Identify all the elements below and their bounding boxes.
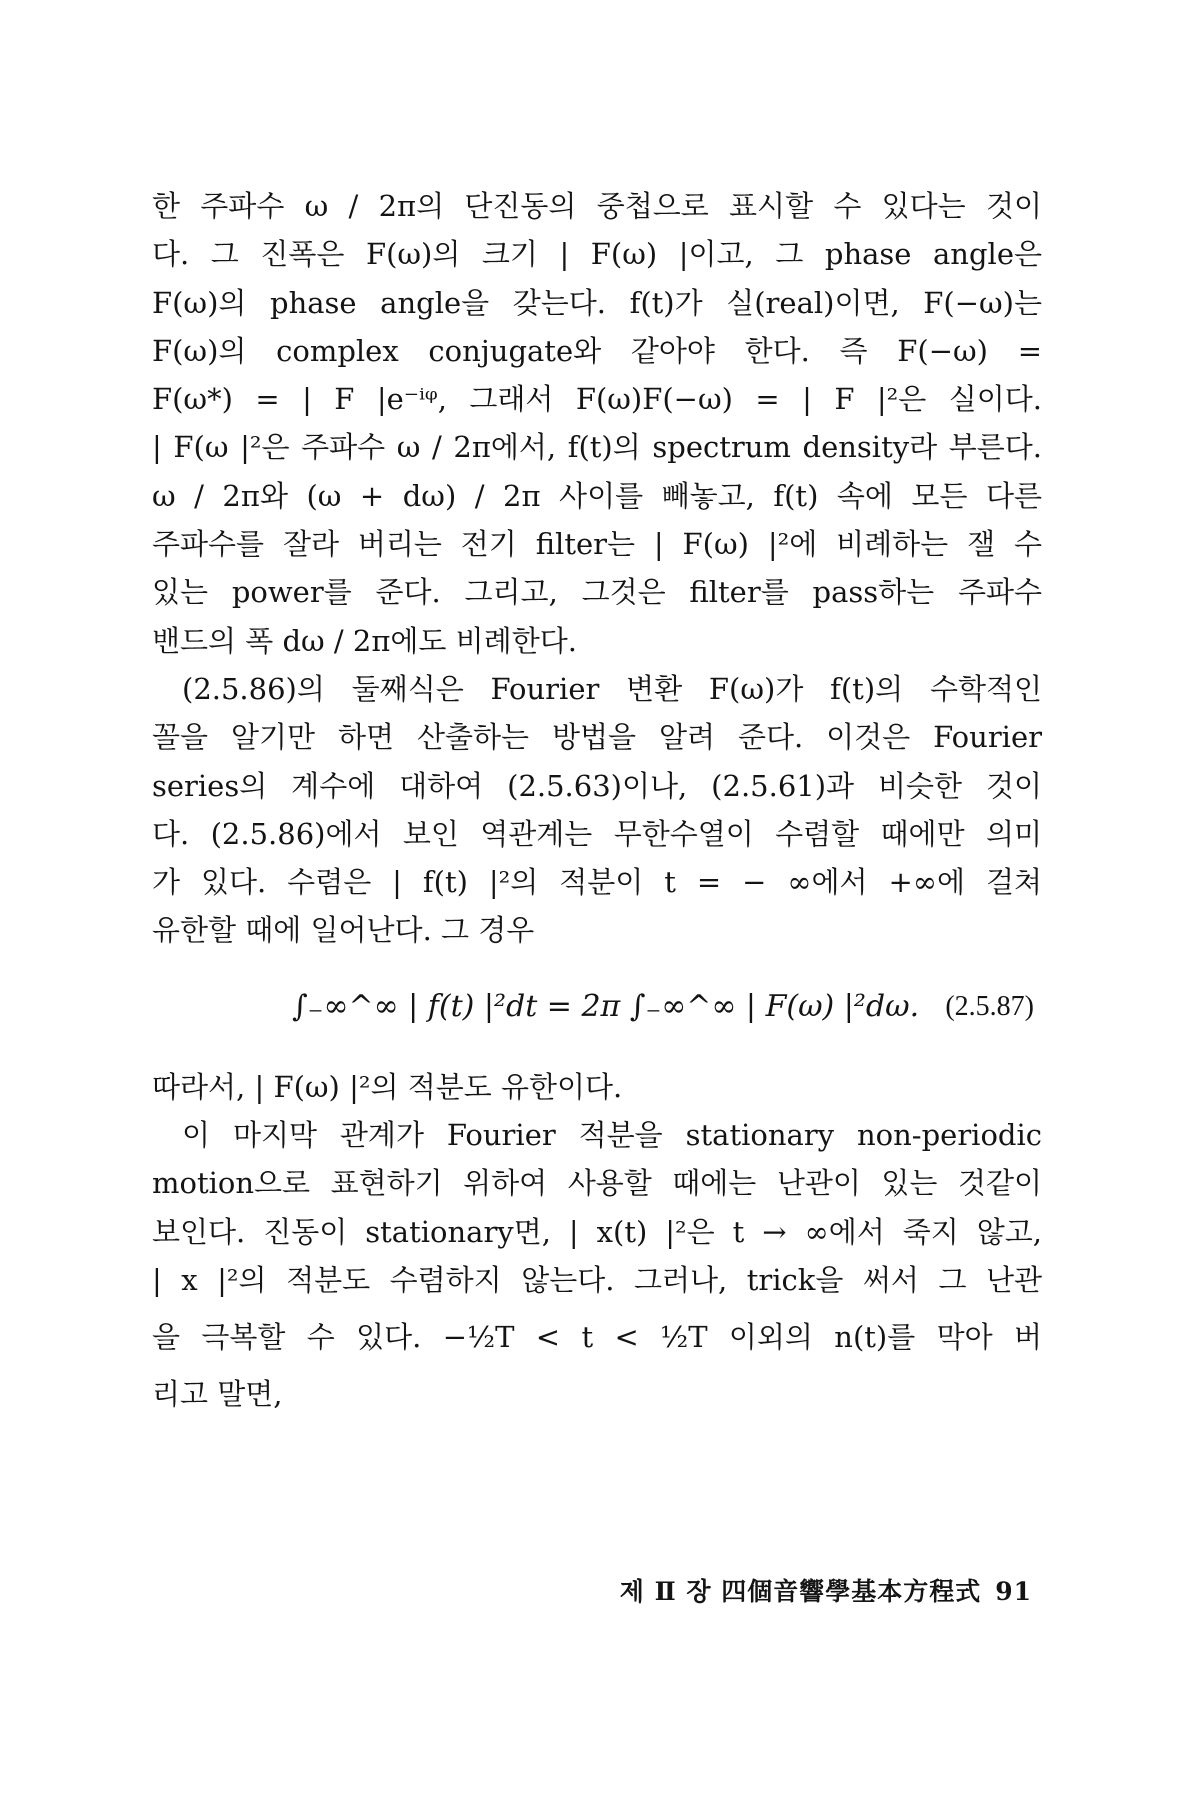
page-footer	[612, 1572, 1032, 1608]
text-line: 가 있다. 수렴은 | f(t) |²의 적분이 t = − ∞에서 +∞에 걸쳐	[152, 865, 1042, 900]
body-text	[152, 182, 1042, 1419]
text-line: F(ω*) = | F |e⁻ⁱᵠ, 그래서 F(ω)F(−ω) = | F |²은 실이다.	[152, 382, 1042, 417]
text-line: 보인다. 진동이 stationary면, | x(t) |²은 t → ∞에서 죽지 않고,	[152, 1214, 1042, 1249]
text-line: 한 주파수 ω / 2π의 단진동의 중첩으로 표시할 수 있다는 것이	[152, 189, 1042, 223]
equation-row	[152, 955, 1042, 1063]
equation-number: (2.5.87)	[945, 990, 1034, 1022]
text-line: 리고 말면,	[152, 1377, 283, 1412]
text-line: series의 계수에 대하여 (2.5.63)이나, (2.5.61)과 비슷한 것이	[152, 768, 1042, 803]
text-line: 다. (2.5.86)에서 보인 역관계는 무한수열이 수렴할 때에만 의미	[152, 816, 1042, 851]
text-line: 밴드의 폭 dω / 2π에도 비례한다.	[152, 623, 577, 658]
page-number: 91	[995, 1577, 1032, 1606]
text-line: motion으로 표현하기 위하여 사용할 때에는 난관이 있는 것같이	[152, 1166, 1042, 1201]
text-line: 꼴을 알기만 하면 산출하는 방법을 알려 준다. 이것은 Fourier	[152, 720, 1042, 755]
text-line: 있는 power를 준다. 그리고, 그것은 filter를 pass하는 주파수	[152, 575, 1042, 610]
text-line: | x |²의 적분도 수렴하지 않는다. 그러나, trick을 써서 그 난관	[152, 1262, 1042, 1297]
text-line: F(ω)의 complex conjugate와 같아야 한다. 즉 F(−ω) =	[152, 333, 1042, 368]
text-line: 주파수를 잘라 버리는 전기 filter는 | F(ω) |²에 비례하는 잴 수	[152, 527, 1042, 562]
text-line: 다. 그 진폭은 F(ω)의 크기 | F(ω) |이고, 그 phase angle은	[152, 237, 1042, 272]
text-line: 유한할 때에 일어난다. 그 경우	[152, 913, 535, 948]
text-line: | F(ω |²은 주파수 ω / 2π에서, f(t)의 spectrum density라 부른다.	[152, 430, 1042, 465]
text-line: (2.5.86)의 둘째식은 Fourier 변환 F(ω)가 f(t)의 수학적인	[182, 671, 1042, 706]
text-line: F(ω)의 phase angle을 갖는다. f(t)가 실(real)이면, F(−ω)는	[152, 285, 1042, 320]
equation: ∫₋∞^∞ | f(t) |²dt = 2π ∫₋∞^∞ | F(ω) |²dω.	[292, 988, 920, 1024]
text-line: 따라서, | F(ω) |²의 적분도 유한이다.	[152, 1069, 623, 1104]
text-line: 이 마지막 관계가 Fourier 적분을 stationary non-periodic	[182, 1118, 1042, 1153]
chapter-title: 제 Ⅱ 장 四個音響學基本方程式	[619, 1577, 982, 1606]
text-line: ω / 2π와 (ω + dω) / 2π 사이를 빼놓고, f(t) 속에 모든 다른	[152, 478, 1042, 513]
text-line: 을 극복할 수 있다. −½T < t < ½T 이외의 n(t)를 막아 버	[152, 1320, 1042, 1355]
